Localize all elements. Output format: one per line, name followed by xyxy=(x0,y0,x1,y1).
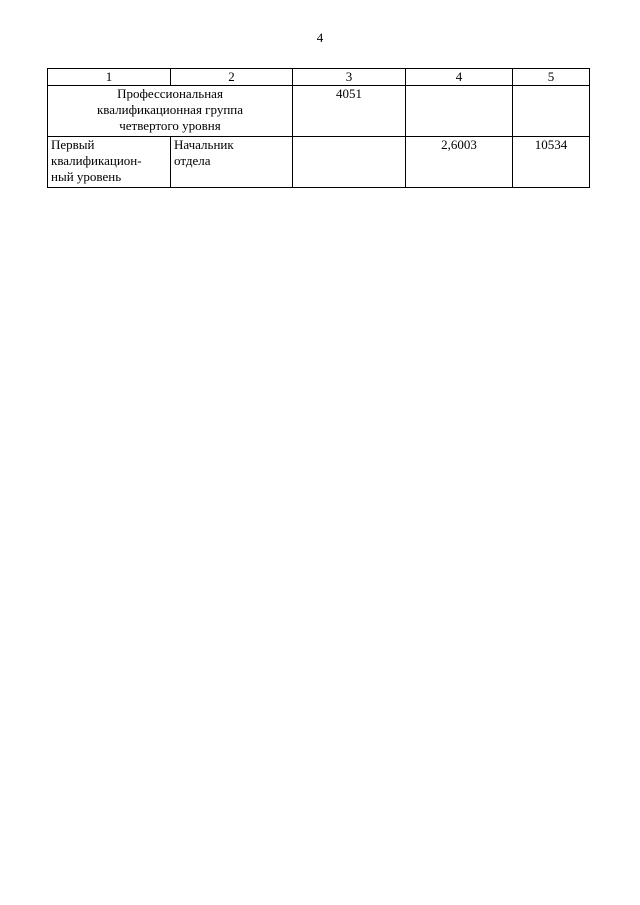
base-salary-cell: 4051 xyxy=(293,86,406,137)
qualification-group-title-line: квалификационная группа xyxy=(96,102,244,117)
qualification-group-title xyxy=(48,86,293,137)
salary-cell xyxy=(513,86,590,137)
page-number: 4 xyxy=(316,30,324,45)
qualification-level-row xyxy=(48,137,590,188)
qualification-level-line: квалификацион- xyxy=(51,153,142,168)
base-salary-cell xyxy=(293,137,406,188)
salary-table xyxy=(47,68,590,188)
column-number-cell: 2 xyxy=(171,69,293,86)
qualification-level-line: ный уровень xyxy=(51,169,122,184)
coefficient-cell: 2,6003 xyxy=(406,137,513,188)
qualification-group-row xyxy=(48,86,590,137)
qualification-group-title-line: Профессиональная xyxy=(117,86,223,101)
salary-cell: 10534 xyxy=(513,137,590,188)
column-number-cell: 3 xyxy=(293,69,406,86)
position-line: Начальник xyxy=(174,137,234,152)
position-cell xyxy=(171,137,293,188)
coefficient-cell xyxy=(406,86,513,137)
qualification-level-line: Первый xyxy=(51,137,95,152)
column-number-cell: 1 xyxy=(48,69,171,86)
column-number-cell: 5 xyxy=(513,69,590,86)
position-line: отдела xyxy=(174,153,211,168)
qualification-level-cell xyxy=(48,137,171,188)
column-number-cell: 4 xyxy=(406,69,513,86)
qualification-group-title-line: четвертого уровня xyxy=(119,118,221,133)
column-number-row xyxy=(48,69,590,86)
